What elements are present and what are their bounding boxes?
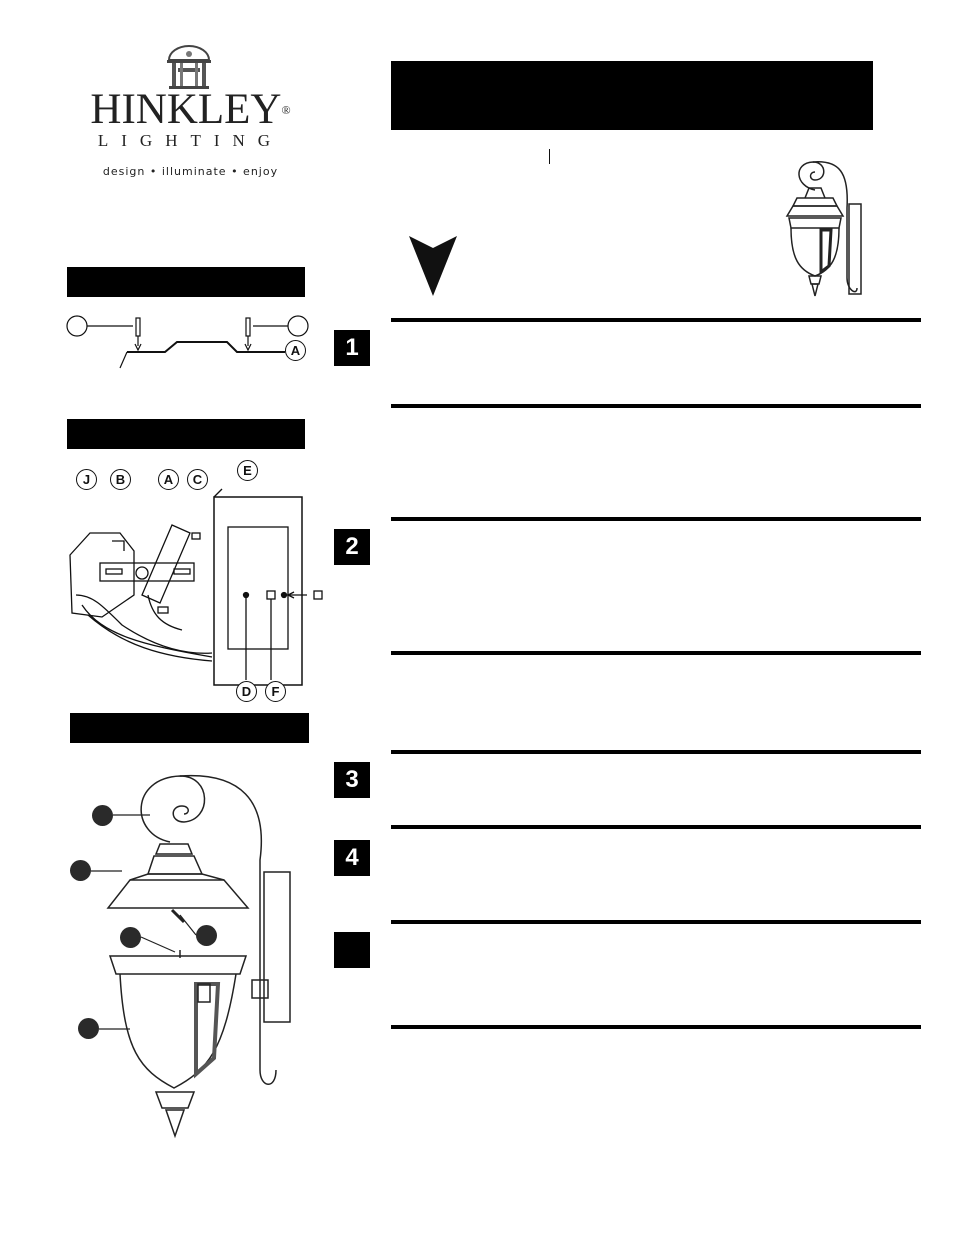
part-label-j: J <box>76 469 97 490</box>
step-badge-2: 2 <box>334 529 370 565</box>
section-rule <box>391 920 921 924</box>
section-rule <box>391 318 921 322</box>
step-badge-blank <box>334 932 370 968</box>
part-label-c: C <box>187 469 208 490</box>
step-badge-4: 4 <box>334 840 370 876</box>
part-label-f: F <box>265 681 286 702</box>
part-label-a: A <box>158 469 179 490</box>
brand-tagline: design • illuminate • enjoy <box>102 165 279 178</box>
step-badge-3: 3 <box>334 762 370 798</box>
step-badge-1: 1 <box>334 330 370 366</box>
section-rule <box>391 517 921 521</box>
section-rule <box>391 404 921 408</box>
part-label-d: D <box>236 681 257 702</box>
brand-subtitle: LIGHTING <box>97 131 284 150</box>
part-label-e: E <box>237 460 258 481</box>
section-rule <box>391 1025 921 1029</box>
part-label-b: B <box>110 469 131 490</box>
section-rule <box>391 750 921 754</box>
part-label-a: A <box>285 340 306 361</box>
brand-name: HINKLEY® <box>90 86 291 133</box>
section-rule <box>391 825 921 829</box>
section-rule <box>391 651 921 655</box>
